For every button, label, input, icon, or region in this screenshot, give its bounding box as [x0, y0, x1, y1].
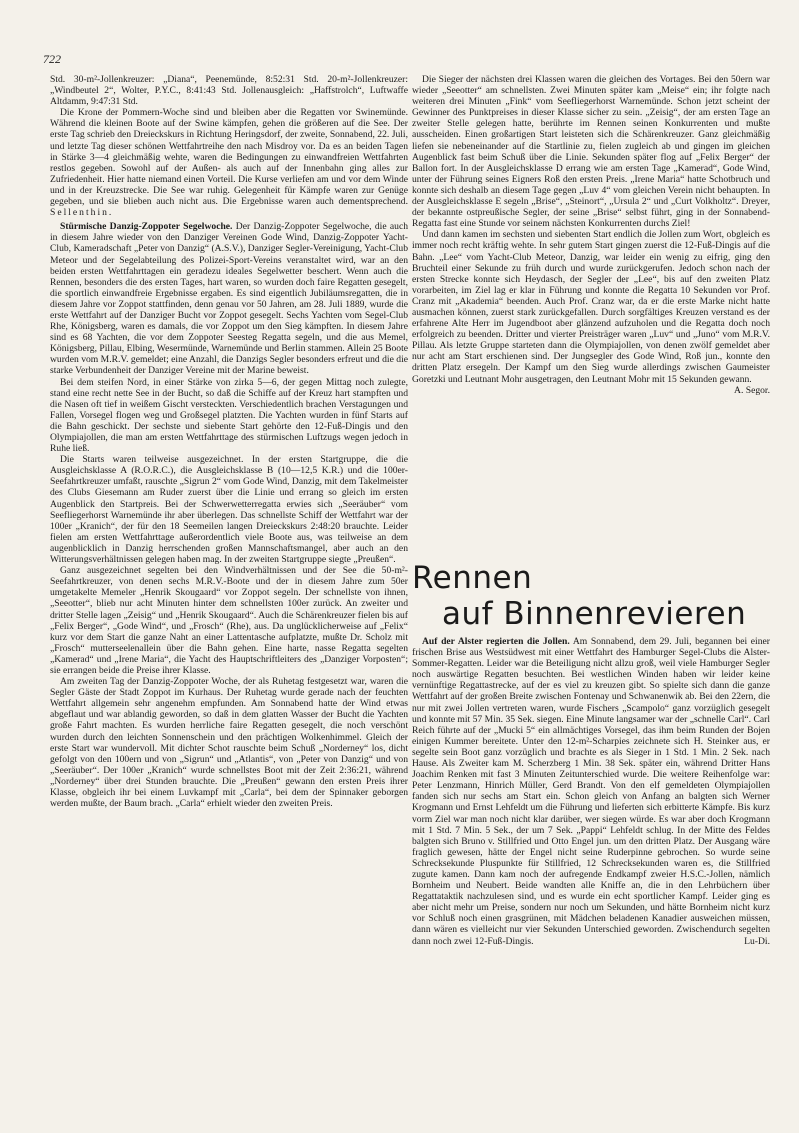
article-paragraph: Am zweiten Tag der Danzig-Zoppoter Woche, der als Ruhetag festgesetzt war, waren die Segler Gäste der Stadt Zoppot im Kurhaus. Der Ruhetag wurde gerade nach der feuchten Wettfahrt allgemein sehr angenehm empfunden. Am Sonnabend hatte der Wind etwas abgeflaut und war ablandig geworden, so daß in dem glatten Wasser der Bucht die Yachten große Fahrt machten. Es wurden herrliche faire Regatten gesegelt, die noch verschönt wurden durch den leichten Sonnenschein und den prächtigen Wolkenhimmel. Gleich der erste Start war wundervoll. Mit dichter Schot rauschte beim Schuß „Norderney“ los, dicht gefolgt von den 100ern und von „Sigrun“ und „Atlantis“, von „Peter von Danzig“ und von „Seeräuber“. Der 100er „Kranich“ wurde schnellstes Boot mit der Zeit 2:36:21, während „Norderney“ über drei Stunden brauchte. Die „Preußen“ gewann den ersten Preis ihrer Klasse, obgleich ihr bei einem Luvkampf mit „Carla“, bei dem der Spinnaker geborgen werden mußte, der Baum brach. „Carla“ erhielt wieder den zweiten Preis.	[50, 676, 408, 810]
article-headline	[412, 560, 772, 632]
binnen-article	[412, 636, 770, 1096]
alster-text: Am Sonnabend, dem 29. Juli, begannen bei einer frischen Brise aus Westsüdwest mit einer Wettfahrt des Hamburger Segel-Clubs die Alster-Sommer-Regatten. Leider war die Beteiligung nicht allzu groß, weil viele Hamburger Segler noch auswärtige Regatten besuchten. Bei westlichen Winden haben wir leider keine vernünftige Regattastrecke, auf der es viel zu kreuzen gibt. So spielte sich dann die ganze Wettfahrt auf der großen Breite zwischen Fontenay und Schwanenwik ab. Bei den 22ern, die nur mit zwei Jollen vertreten waren, wurde Fischers „Scampolo“ ganz vorzüglich gesegelt und konnte mit 57 Min. 35 Sek. siegen. Eine Minute langsamer war der „schnelle Carl“. Carl Reich führte auf der „Mucki 5“ ein allmächtiges Vorsegel, das ihm beim Runden der Bojen einigen Kummer bereitete. Unter den 12-m²-Scharpies zeichnete sich H. Steinker aus, er segelte sein Boot ganz vorzüglich und brachte es als Sieger in 1 Std. 1 Min. 2 Sek. nach Hause. Als Zweiter kam M. Scherzberg 1 Min. 38 Sek. später ein, während Dritter Hans Joachim Renken mit fast 3 Minuten Zeitunterschied wurde. Die weitere Reihenfolge war: Peter Lenzmann, Hinrich Müller, Gerd Brandt. Von den elf gemeldeten Olympiajollen fanden sich nur sechs am Start ein. Schon gleich von Anfang an balgten sich Werner Krogmann und Ernst Lehfeldt um die Führung und lieferten sich erbitterte Kämpfe. Bis kurz vorm Ziel war man noch nicht klar darüber, wer siegen würde. Es war aber doch Krogmann mit 1 Std. 7 Min. 5 Sek., der um 7 Sek. „Pappi“ Lehfeldt schlug. In der Mitte des Feldes balgten sich Bruno v. Stillfried und Otto Engel jun. um den dritten Platz. Der Ausgang wäre fraglich gewesen, hätte der Engel nicht seine Ruderpinne gebrochen. So wurde seine Schrecksekunde Pluspunkte für Stillfried, 12 Schrecksekunden waren es, die Stillfried zugute kamen. Dann kam noch der aufregende Endkampf zweier H.S.C.-Jollen, nämlich Bornheim und Neubert. Beide wandten alle Kniffe an, die in den Lehrbüchern über Regattataktik nachzulesen sind, und es wurde ein echt sportlicher Kampf. Leider ging es aber nicht mehr um Preise, sondern nur noch um Sekunden, und hätte Bornheim nicht kurz vor Schluß noch einen grasgrünen, mit Mädchen beladenen Kanadier ausweichen müssen, dann wären es vielleicht nur vier Sekunden Unterschied geworden. Zwischendurch segelten dann noch zwei 12-Fuß-Dingis.	[412, 636, 770, 947]
left-column	[50, 74, 408, 1094]
jollen-paragraph	[412, 229, 770, 396]
section-heading-alster: Auf der Alster regierten die Jollen.	[422, 636, 570, 647]
page-number: 722	[43, 52, 61, 66]
author-signature: Lu-Di.	[744, 935, 770, 947]
right-column-top	[412, 74, 770, 554]
jollen-text: Und dann kamen im sechsten und siebenten Start endlich die Jollen zum Wort, obgleich es immer noch recht kräftig wehte. In sehr gutem Start gingen zuerst die 12-Fuß-Dingis auf die Bahn. „Lee“ vom Yacht-Club Meteor, Danzig, war leider ein wenig zu eifrig, ging den Bruchteil einer Sekunde zu früh durch und wurde zurückgerufen. Jedoch schon nach der ersten Strecke konnte sich Heydasch, der Segler der „Lee“, bis auf den zweiten Platz vorarbeiten, im Ziel lag er klar in Führung und konnte die Regatta 10 Sekunden vor Prof. Cranz mit „Akademia“ beenden. Auch Prof. Cranz war, da er die erste Marke nicht hatte ausmachen können, zuerst stark zurückgefallen. Durch sorgfältiges Kreuzen verstand es der erfahrene Alte Herr im Jugendboot aber glänzend aufzuholen und die Regatta doch noch erfolgreich zu beenden. Dritter und vierter Preisträger waren „Luv“ und „Juno“ vom M.R.V. Pillau. Als letzte Gruppe starteten dann die Olympiajollen, von denen zwölf gemeldet aber nur acht am Start erschienen sind. Der Jungsegler des Gode Wind, Roß jun., konnte den dritten Platz ersegeln. Der Kampf um den Sieg wurde allerdings zwischen Gaumeister Goretzki und Leutnant Mohr ausgetragen, den Leutnant Mohr mit 15 Sekunden gewann.	[412, 229, 770, 385]
article-paragraph: Bei dem steifen Nord, in einer Stärke von zirka 5—6, der gegen Mittag noch zulegte, stand eine recht nette See in der Bucht, so daß die Schiffe auf der Kreuz hart stampften und die Nasen oft tief in weißem Gischt versteckten. Verschiedentlich brachen Verstagungen und Fallen, Vorsegel flogen weg und Großsegel platzten. Die Yachten wurden in fünf Starts auf die Bahn geschickt. Der sechste und siebente Start gehörte den 12-Fuß-Dingis und den Olympiajollen, die man am ersten Wettfahrttage des stürmischen Luftzugs wegen jedoch in Ruhe ließ.	[50, 376, 408, 455]
article-paragraph: Die Sieger der nächsten drei Klassen waren die gleichen des Vortages. Bei den 50ern war wieder „Seeotter“ am schnellsten. Zwei Minuten später kam „Meise“ ein; ihr folgte nach weiteren drei Minuten „Fink“ vom Seefliegerhorst Warnemünde. Schon jetzt scheint der Gewinner des Punktpreises in dieser Klasse sicher zu sein. „Zeisig“, der am ersten Tage an zweiter Stelle gelegen hatte, berührte im Rennen seinen Konkurrenten und mußte ausscheiden. Einen großartigen Start leisteten sich die Schärenkreuzer. Ganz gleichmäßig liefen sie nebeneinander auf die Startlinie zu, fielen zugleich ab und gingen im gleichen Augenblick fast beim Schuß über die Linie. Sekunden später flog auf „Felix Berger“ der Ballon fort. In der Ausgleichsklasse D errang wie am ersten Tage „Kamerad“, Gode Wind, unter der Führung seines Eigners Roß den ersten Preis. „Irene Maria“ hatte Schotbruch und konnte sich deshalb an diesem Tage gegen „Luv 4“ vom gleichen Verein nicht behaupten. In der Ausgleichsklasse E segeln „Brise“, „Steinort“, „Ursula 2“ und „Curt Volkholtz“. Dreyer, der bekannte ostpreußische Segler, der seine „Brise“ selbst führt, ging in der Sonnabend-Regatta fast eine Stunde vor seinem nächsten Konkurrenten durchs Ziel!	[412, 74, 770, 230]
alster-paragraph	[412, 636, 770, 947]
headline-line-1: Rennen	[412, 560, 533, 596]
headline-line-2: auf Binnenrevieren	[442, 596, 747, 632]
pommern-paragraph	[50, 107, 408, 218]
danzig-section-paragraph	[50, 221, 408, 376]
pommern-text: Die Krone der Pommern-Woche sind und bleiben aber die Regatten vor Swinemünde. Während die kleinen Boote auf der Swine kämpfen, gehen die größeren auf die See. Der erste Tag schrieb den Dreieckskurs in Richtung Heringsdorf, der zweite, Sonnabend, 22. Juli, und letzte Tag dieser schönen Wettfahrtreihe den nach Misdroy vor. Da es an beiden Tagen in Stärke 3—4 gleichmäßig wehte, waren die Bedingungen zu einwandfreien Wettfahrten restlos gegeben. Sowohl auf der Außen- als auch auf der Innenbahn ging alles zur Zufriedenheit. Hier hatte niemand einen Vorteil. Die Kurse verliefen am und vor dem Winde und in der Kreuzstrecke. Die See war ruhig. Gelegenheit für Kämpfe waren zur Genüge gegeben, und sie blieben auch nicht aus. Die Ergebnisse waren auch dementsprechend.	[50, 107, 408, 208]
results-paragraph: Std. 30-m²-Jollenkreuzer: „Diana“, Peenemünde, 8:52:31 Std. 20-m²-Jollenkreuzer: „Windbeutel 2“, Wolter, P.Y.C., 8:41:43 Std. Jollenausgleich: „Haffstrolch“, Luftwaffe Altdamm, 9:47:31 Std.	[50, 74, 408, 108]
author-signature: Sellenthin.	[50, 207, 114, 219]
article-paragraph: Ganz ausgezeichnet segelten bei den Windverhältnissen und der See die 50-m²-Seefahrtkreuzer, von denen sechs M.R.V.-Boote und der in diesem Jahre zum 50er umgetakelte Memeler „Henrik Skougaard“ vor Zoppot segeln. Der schnellste von ihnen, „Seeotter“, blieb nur acht Minuten hinter dem schnellsten 100er zurück. An zweiter und dritter Stelle lagen „Zeisig“ und „Henrik Skougaard“. Auch die Schärenkreuzer fielen bis auf „Felix Berger“, „Gode Wind“, und „Frosch“ (Rhe), aus. Da unglücklicherweise auf „Felix“ kurz vor dem Start die ganze Naht an einer Lattentasche aufplatzte, mußte Dr. Scholz mit „Frosch“ mutterseelenallein über die Bahn gehen. Eine harte, nasse Regatta segelten „Kamerad“ und „Irene Maria“, die Yacht des Hauptschriftleiters des „Danziger Vorposten“; sie errangen beide die Preise ihrer Klasse.	[50, 565, 408, 676]
section-heading-danzig: Stürmische Danzig-Zoppoter Segelwoche.	[60, 221, 233, 233]
author-signature: A. Segor.	[734, 384, 770, 396]
article-paragraph: Die Starts waren teilweise ausgezeichnet. In der ersten Startgruppe, die die Ausgleichsklasse A (R.O.R.C.), die Ausgleichsklasse B (10—12,5 K.R.) und die 100er-Seefahrtkreuzer umfaßt, rauschte „Sigrun 2“ vom Gode Wind, Danzig, mit dem Takelmeister des Clubs Giesemann am Ruder zuerst über die Linie und errang so gleich im ersten Augenblick den Startpreis. Bei der Schwerwetterregatta erwies sich „Seeräuber“ vom Seefliegerhorst Warnemünde ihr aber überlegen. Das schnellste Schiff der Wettfahrt war der 100er „Kranich“, der für den 18 Seemeilen langen Dreieckskurs 2:48:20 brauchte. Leider fielen am ersten Wettfahrttage außerordentlich viele Boote aus, was teilweise an dem augenblicklich in Danzig herrschenden großen Mannschaftsmangel, aber auch an den Witterungsverhältnissen gelegen haben mag. In der zweiten Startgruppe siegte „Preußen“.	[50, 454, 408, 566]
danzig-text: Der Danzig-Zoppoter Segelwoche, die auch in diesem Jahre wieder von den Danziger Vereinen Gode Wind, Danzig-Zoppoter Yacht-Club, Kameradschaft „Peter von Danzig“ (A.S.V.), Danziger Segler-Vereinigung, Yacht-Club Meteor und der Segelabteilung des Polizei-Sport-Vereins veranstaltet wird, war an den beiden ersten Wettfahrttagen ein geradezu ideales Segelwetter beschert. Wenn auch die Rennen, besonders die des ersten Tages, hart waren, so wurden doch faire Regatten gesegelt, die sportlich einwandfreie Ergebnisse ergaben. Es sind eigentlich Jubiläumsregatten, die in diesem Jahre vor Zoppot stattfinden, denn genau vor 50 Jahren, am 28. Juli 1889, wurde die erste Wettfahrt auf der Danziger Bucht vor Zoppot gesegelt. Sechs Yachten vom Segel-Club Rhe, Königsberg, waren es damals, die vor Zoppot um den Sieg kämpften. In diesem Jahre sind es 68 Yachten, die vor dem Zoppoter Seesteg Regatta segeln, und die aus Memel, Königsberg, Pillau, Elbing, Wesermünde, Warnemünde und Berlin stammen. Allein 25 Boote wurden vom M.R.V. gemeldet; eine Anzahl, die Danzigs Segler besonders erfreut und die die starke Verbundenheit der Danziger Vereine mit der Marine beweist.	[50, 221, 408, 377]
